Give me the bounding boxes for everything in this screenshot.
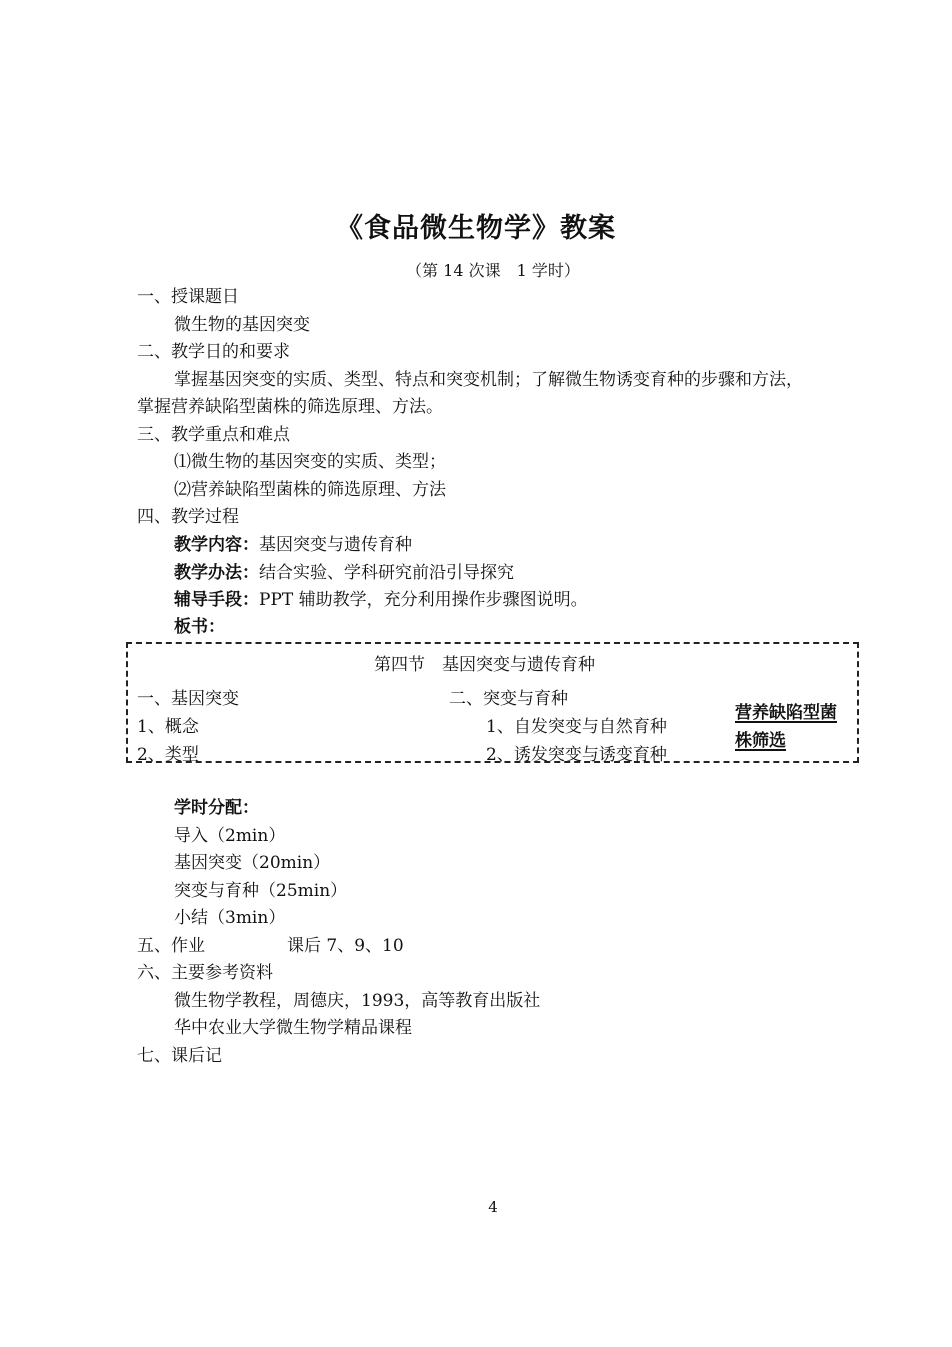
section-2-body-line1: 掌握基因突变的实质、类型、特点和突变机制；了解微生物诱变育种的步骤和方法， (174, 370, 803, 390)
board-right-line-1: 营养缺陷型菌 (735, 703, 837, 723)
time-allocation-label: 学时分配： (174, 798, 259, 818)
teaching-content-value: 基因突变与遗传育种 (259, 535, 412, 555)
homework-value: 课后 7、9、10 (287, 936, 404, 956)
board-left-item-1: 1、概念 (137, 717, 199, 737)
time-allocation-item: 基因突变（20min） (174, 853, 331, 873)
teaching-aid-label: 辅导手段： (174, 590, 259, 610)
reference-item: 微生物学教程，周德庆，1993，高等教育出版社 (174, 991, 541, 1011)
section-6-heading: 六、主要参考资料 (137, 963, 273, 983)
section-4-heading: 四、教学过程 (137, 507, 239, 527)
section-1-body: 微生物的基因突变 (174, 315, 310, 335)
section-7-heading: 七、课后记 (137, 1046, 222, 1066)
document-title: 《食品微生物学》教案 (336, 213, 616, 244)
section-2-heading: 二、教学日的和要求 (137, 342, 290, 362)
section-1-heading: 一、授课题日 (137, 287, 239, 307)
lesson-info: （第 14 次课 1 学时） (406, 261, 580, 280)
teaching-aid-value: PPT 辅助教学，充分利用操作步骤图说明。 (259, 590, 588, 610)
time-allocation-item: 突变与育种（25min） (174, 881, 348, 901)
board-label: 板书： (174, 617, 225, 637)
reference-item: 华中农业大学微生物学精品课程 (174, 1018, 412, 1038)
section-3-item-1: ⑴微生物的基因突变的实质、类型； (174, 452, 446, 472)
board-mid-item-2: 2、诱发突变与诱变育种 (486, 745, 667, 765)
board-left-title: 一、基因突变 (137, 689, 239, 709)
board-left-item-2: 2、类型 (137, 745, 199, 765)
page-number: 4 (488, 1198, 498, 1216)
teaching-aid-row (174, 590, 588, 610)
teaching-method-label: 教学办法： (174, 563, 259, 583)
board-mid-item-1: 1、自发突变与自然育种 (486, 717, 667, 737)
teaching-content-row (174, 535, 412, 555)
section-3-item-2: ⑵营养缺陷型菌株的筛选原理、方法 (174, 480, 446, 500)
board-heading: 第四节 基因突变与遗传育种 (374, 655, 595, 675)
section-5-heading: 五、作业 (137, 936, 205, 956)
board-right-line-2: 株筛选 (735, 731, 786, 751)
teaching-content-label: 教学内容： (174, 535, 259, 555)
teaching-method-value: 结合实验、学科研究前沿引导探究 (259, 563, 514, 583)
time-allocation-item: 导入（2min） (174, 826, 286, 846)
blackboard-box (126, 642, 859, 763)
section-2-body-line2: 掌握营养缺陷型菌株的筛选原理、方法。 (137, 397, 443, 417)
section-3-heading: 三、教学重点和难点 (137, 425, 290, 445)
teaching-method-row (174, 563, 514, 583)
board-mid-title: 二、突变与育种 (449, 689, 568, 709)
time-allocation-item: 小结（3min） (174, 908, 286, 928)
